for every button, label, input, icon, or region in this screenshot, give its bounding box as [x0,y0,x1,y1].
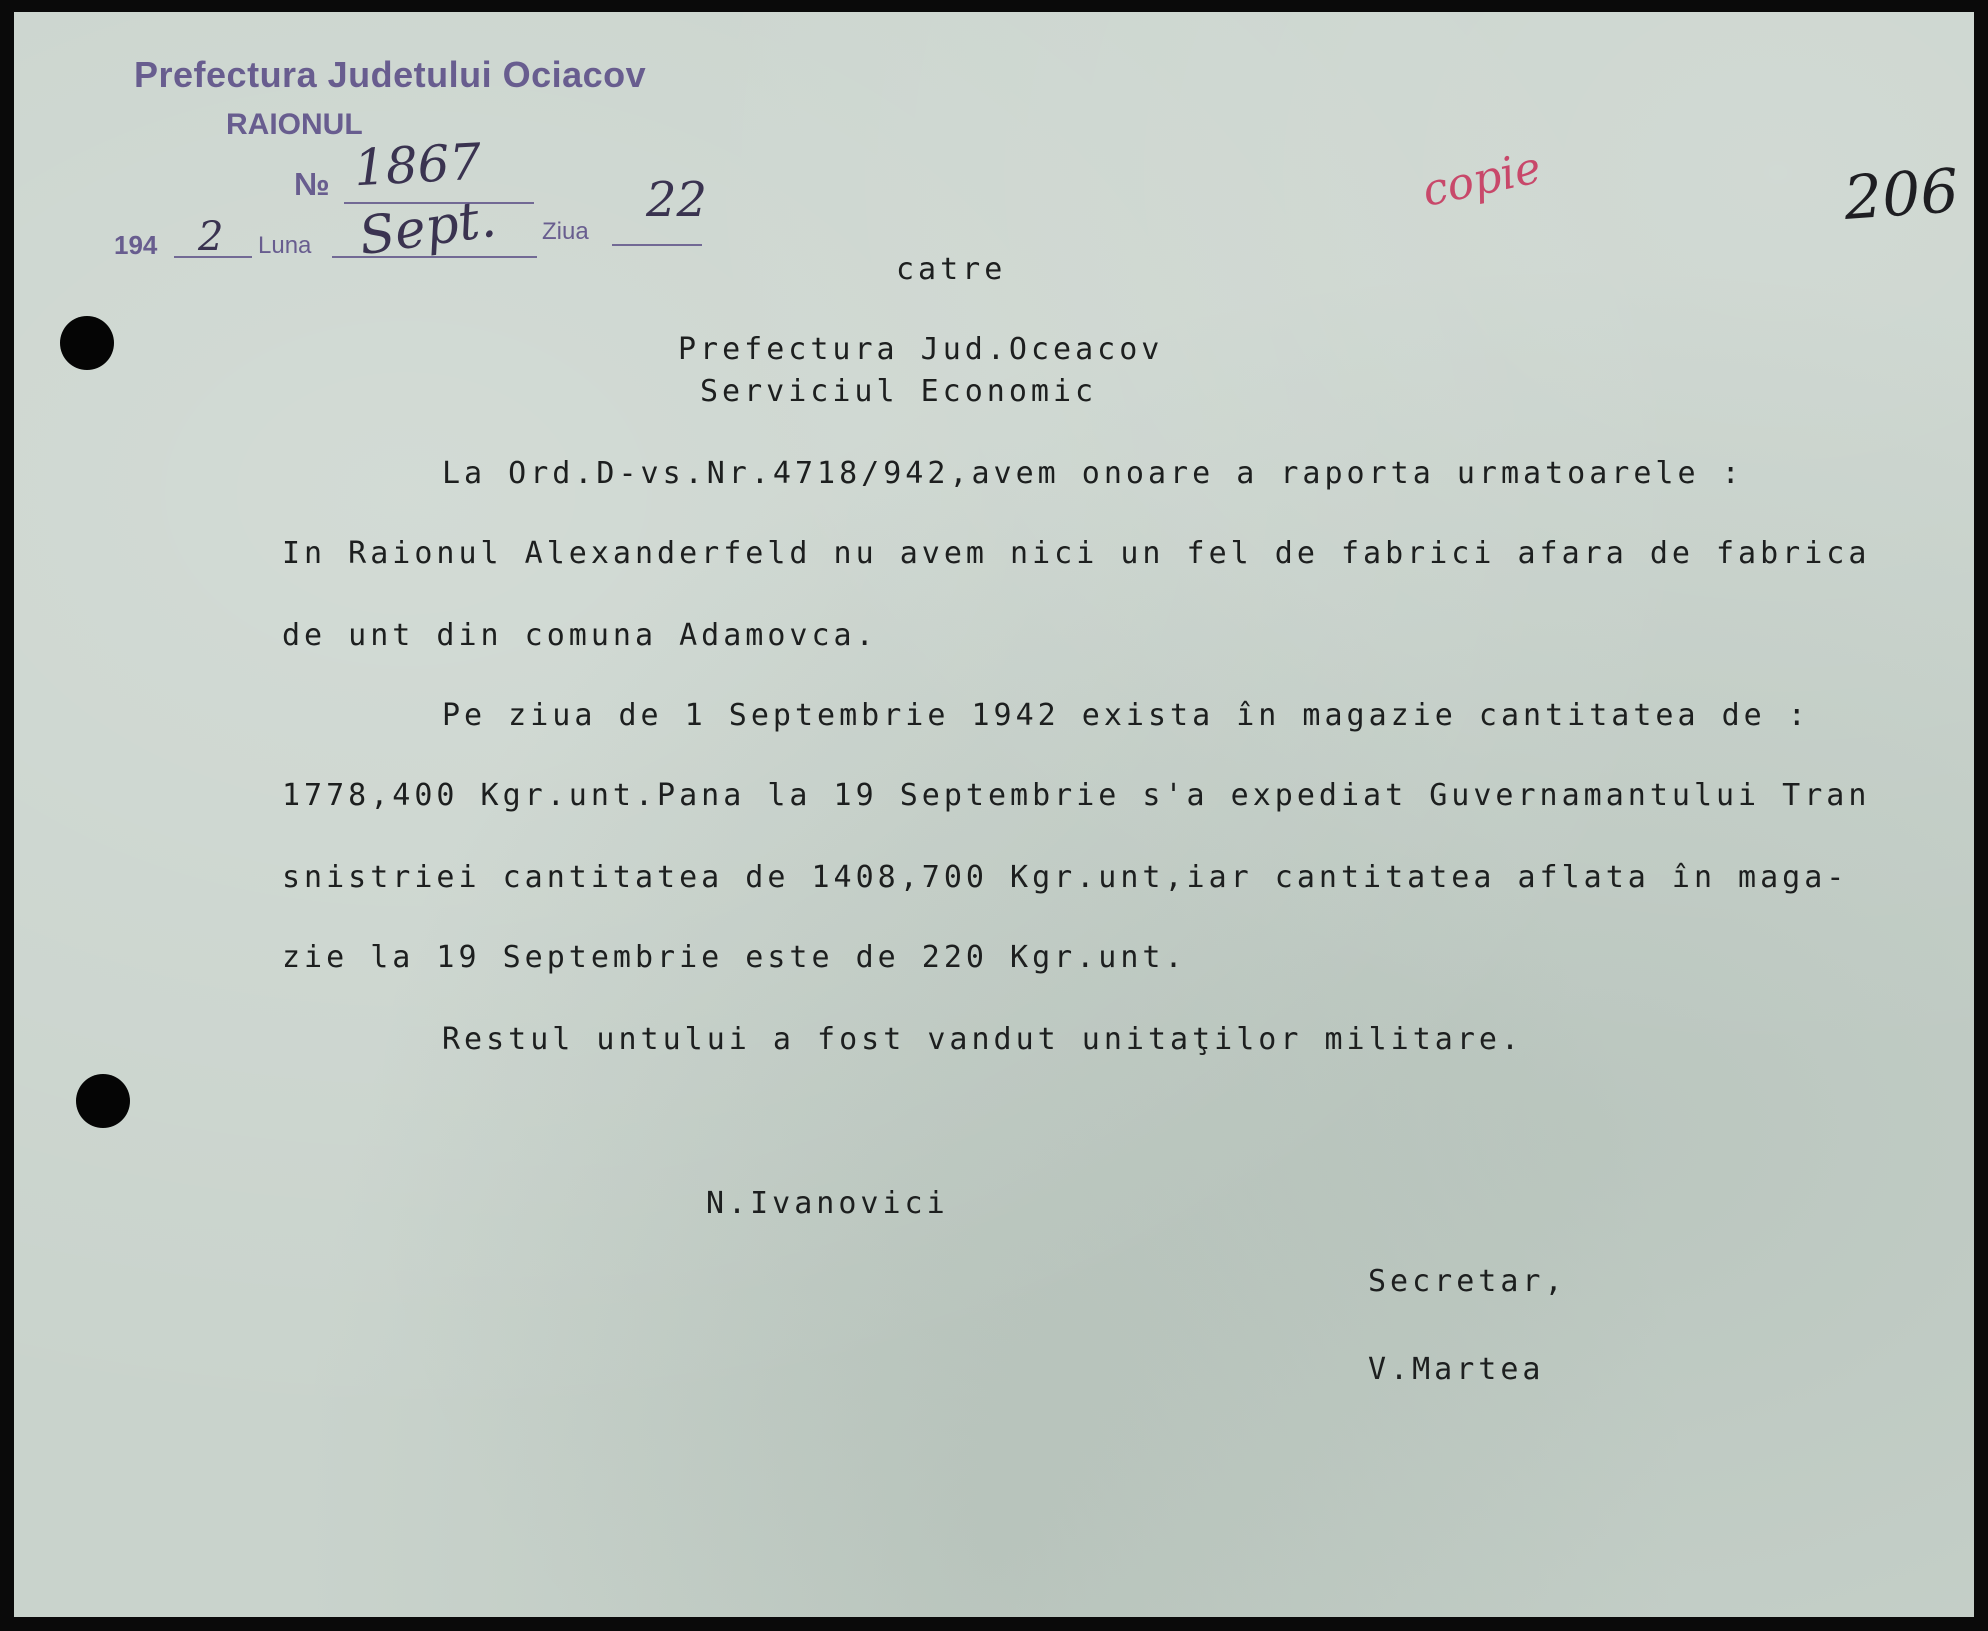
recipient-line-2: Serviciul Economic [700,374,1098,409]
stamp-number-label: № [294,166,330,202]
body-line: de unt din comuna Adamovca. [282,618,878,653]
stamp-year-prefix: 194 [114,230,158,260]
handwritten-month: Sept. [355,188,500,268]
handwritten-folio-number: 206 [1841,156,1961,234]
secretary-name: V.Martea [1368,1352,1545,1387]
handwritten-copie-note: copie [1418,142,1546,217]
stamp-luna-label: Luna [258,232,312,259]
punch-hole-bottom [76,1074,130,1128]
body-line: Restul untului a fost vandut unitaţilor militare. [442,1022,1524,1057]
body-line: 1778,400 Kgr.unt.Pana la 19 Septembrie s'a expediat Guvernamantului Tran [282,778,1871,813]
handwritten-year-digit: 2 [198,214,224,260]
signatory-name: N.Ivanovici [706,1186,949,1221]
handwritten-day: 22 [646,172,708,228]
salutation: catre [896,252,1007,287]
recipient-line-1: Prefectura Jud.Oceacov [678,332,1164,367]
stamp-ziua-line [612,244,702,246]
punch-hole-top [60,316,114,370]
body-line: La Ord.D-vs.Nr.4718/942,avem onoare a raporta urmatoarele : [442,456,1744,491]
document-page [14,12,1974,1617]
body-line: Pe ziua de 1 Septembrie 1942 exista în magazie cantitatea de : [442,698,1810,733]
handwritten-registry-number: 1867 [352,132,483,198]
stamp-raionul: RAIONUL [226,108,363,141]
stamp-title: Prefectura Judetului Ociacov [134,54,647,95]
stamp-ziua-label: Ziua [542,218,589,245]
secretary-title: Secretar, [1368,1264,1567,1299]
body-line: snistriei cantitatea de 1408,700 Kgr.unt,iar cantitatea aflata în maga- [282,860,1849,895]
body-line: zie la 19 Septembrie este de 220 Kgr.unt. [282,940,1187,975]
body-line: In Raionul Alexanderfeld nu avem nici un fel de fabrici afara de fabrica [282,536,1871,571]
